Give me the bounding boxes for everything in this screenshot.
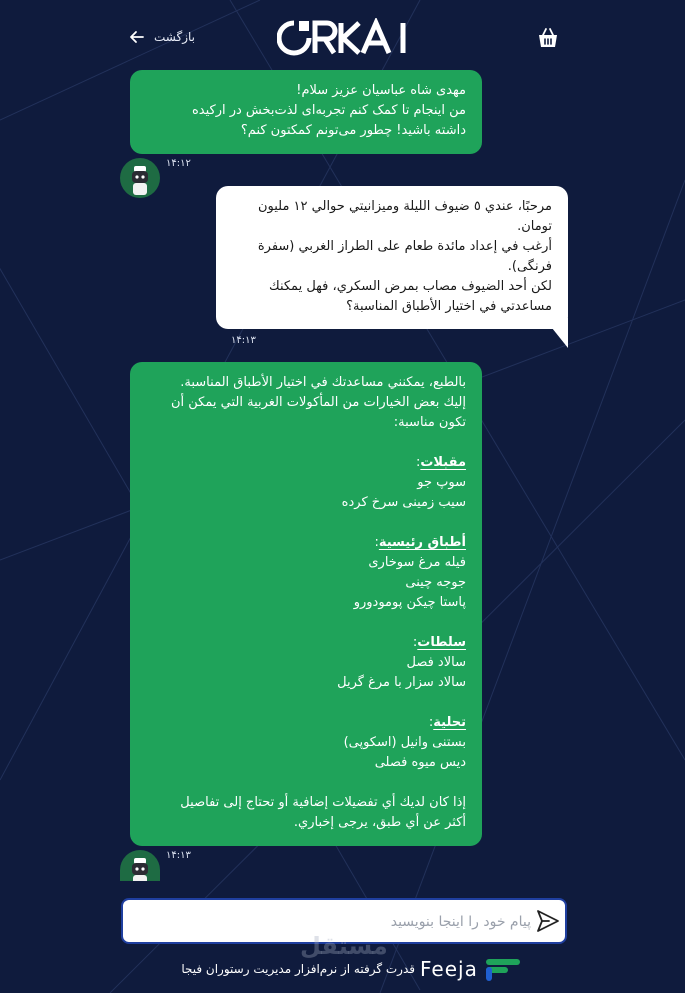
message-line: أكثر عن أي طبق، يرجى إخباري. [293,815,466,830]
message-line: بالطبع، يمكنني مساعدتك في اختيار الأطباق المناسبة. [180,375,466,390]
message-line: تومان. [517,219,552,234]
message-time: ۱۴:۱۲ [166,158,191,169]
menu-item: سیب زمینی سرخ کرده [341,495,466,510]
message-line: من اینجام تا کمک کنم تجربه‌ای لذت‌بخش در ارکیده [191,103,466,118]
arrow-left-icon [128,28,146,46]
menu-item: پاستا چیکن پومودورو [353,595,466,610]
orkai-logo [277,18,411,58]
bot-message [130,70,482,154]
user-message [216,186,568,329]
watermark: مستقل [300,932,388,960]
bot-message: بالطبع، يمكنني مساعدتك في اختيار الأطباق المناسبة. إليك بعض الخيارات من المأكولات الغربية التي يمكن أن تكون مناسبة: مقبلات: سوپ جو سیب زمینی سرخ کرده أطباق رئيسية: فیله مرغ سوخاری جوجه چینی پاستا چیکن پومودورو سلطات: سالاد فصل سالاد سزار با مرغ گریل تحلية: بستنی وانیل (اسکوپی) دیس میوه فصلی إذا كان لديك أي تفضيلات إضافية أو تحتاج إلى تفاصيل أكثر عن أي طبق، يرجى إخباري. [130,362,482,846]
back-button[interactable] [128,28,195,46]
menu-item: بستنی وانیل (اسکوپی) [343,735,466,750]
message-line: داشته باشید! چطور می‌تونم کمکتون کنم؟ [240,123,466,138]
section-title: تحلية [433,715,466,730]
message-line: فرنگی). [507,259,552,274]
message-line: مساعدتي في اختيار الأطباق المناسبة؟ [346,299,552,314]
menu-item: دیس میوه فصلی [374,755,466,770]
footer [0,932,685,993]
message-line: مرحبًا، عندي ٥ ضيوف الليلة وميزانيتي حوالي ١٢ مليون [257,199,552,214]
message-line: تكون مناسبة: [393,415,466,430]
section-title: أطباق رئيسية [378,535,466,550]
message-line: إذا كان لديك أي تفضيلات إضافية أو تحتاج إلى تفاصيل [180,795,466,810]
feeja-logo-icon [484,957,522,981]
back-label: بازگشت [154,30,195,44]
menu-item: سالاد سزار با مرغ گریل [337,675,466,690]
feeja-brand[interactable]: Feeja [420,957,478,981]
message-time: ۱۴:۱۳ [166,850,191,861]
send-icon[interactable] [535,908,561,934]
menu-item: فیله مرغ سوخاری [368,555,466,570]
header [0,0,685,70]
message-line: إليك بعض الخيارات من المأكولات الغربية التي يمكن أن [171,395,466,410]
user-bubble-tail [544,318,568,348]
message-line: مهدی شاه عباسیان عزیز سلام! [296,83,466,98]
section-title: مقبلات [420,455,466,470]
message-line: أرغب في إعداد مائدة طعام على الطراز الغربي (سفرة [257,239,552,254]
bot-avatar [120,850,160,881]
bot-avatar [120,158,160,198]
message-time: ۱۴:۱۳ [231,335,256,346]
menu-item: سالاد فصل [406,655,466,670]
powered-by-text: قدرت گرفته از نرم‌افزار مدیریت رستوران فیجا [181,962,415,976]
robot-chef-icon [120,850,160,881]
shopping-basket-icon[interactable] [536,26,560,50]
robot-chef-icon [120,158,160,198]
message-line: لكن أحد الضيوف مصاب بمرض السكري، فهل يمكنك [269,279,552,294]
menu-item: سوپ جو [417,475,466,490]
menu-item: جوجه چینی [405,575,466,590]
section-title: سلطات [417,635,466,650]
